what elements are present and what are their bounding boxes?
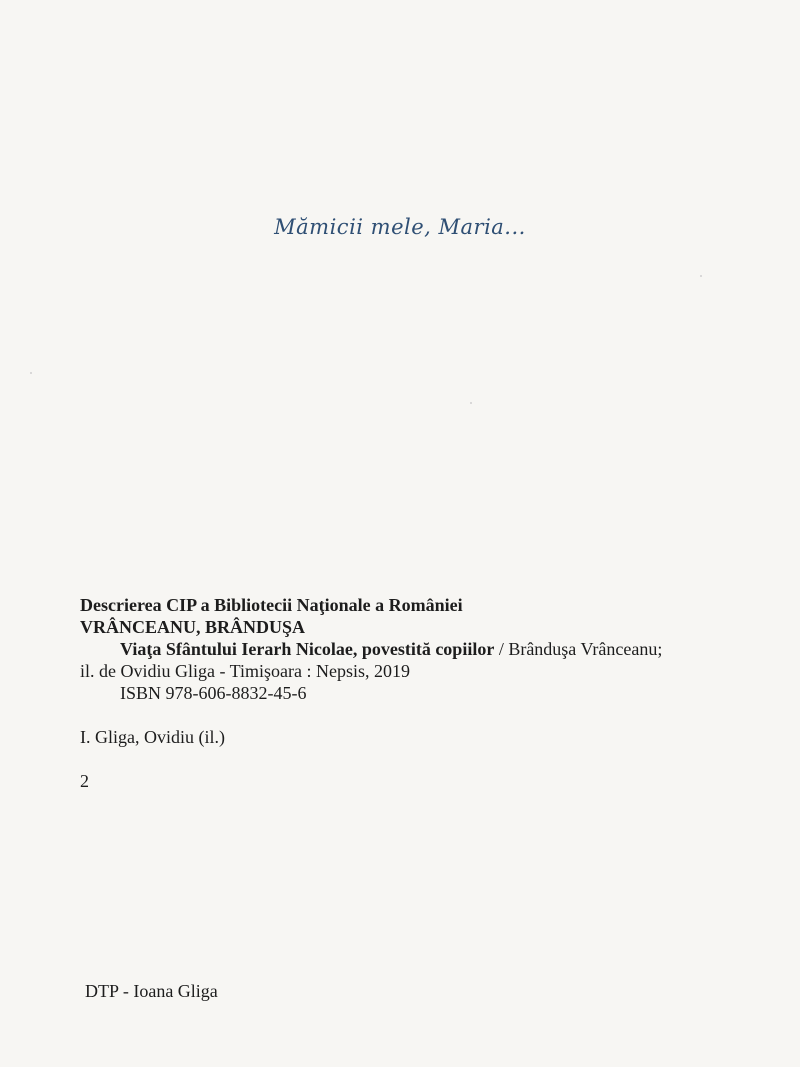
dtp-credit: DTP - Ioana Gliga (85, 981, 218, 1001)
cip-spacer (80, 748, 770, 770)
cip-title: Viaţa Sfântului Ierarh Nicolae, povestită copiilor (120, 639, 495, 659)
paper-speck (700, 275, 702, 277)
cip-added-entry: I. Gliga, Ovidiu (il.) (80, 727, 225, 747)
cip-title-responsibility: / Brânduşa Vrânceanu; (494, 639, 663, 659)
paper-speck (470, 402, 472, 404)
cip-imprint: il. de Ovidiu Gliga - Timişoara : Nepsis, 2019 (80, 661, 410, 681)
cip-heading: Descrierea CIP a Bibliotecii Naţionale a României (80, 595, 463, 615)
cip-description-block (80, 594, 770, 792)
cip-author-heading: VRÂNCEANU, BRÂNDUŞA (80, 617, 306, 637)
cip-title-line (80, 638, 770, 660)
paper-speck (30, 372, 32, 374)
dedication-text: Mămicii mele, Maria... (274, 215, 526, 239)
cip-classification: 2 (80, 771, 89, 791)
cip-isbn: ISBN 978-606-8832-45-6 (120, 683, 307, 703)
cip-spacer (80, 704, 770, 726)
